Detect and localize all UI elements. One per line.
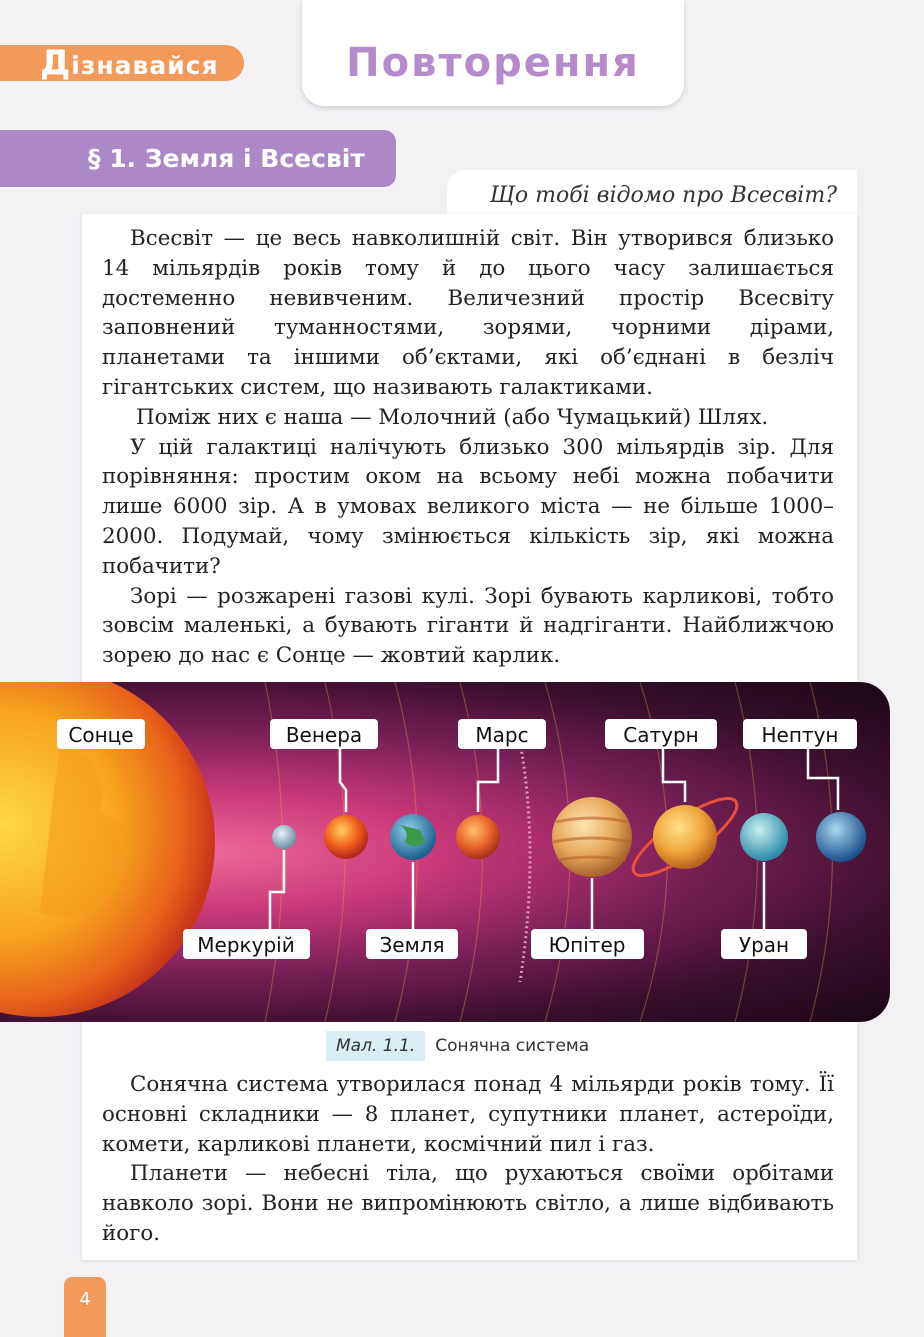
venus-label: Венера — [285, 723, 363, 747]
solar-system-svg — [0, 682, 890, 1022]
section-heading: § 1. Земля і Всесвіт — [0, 130, 396, 187]
figure-caption — [326, 1031, 589, 1061]
saturn-label: Сатурн — [623, 723, 699, 747]
paragraph: Сонячна система утворилася понад 4 мільярди років тому. Її основні складники — 8 планет, супутники планет, астероїди, комети, карликові планети, космічний пил і газ. — [102, 1072, 834, 1157]
jupiter-label: Юпітер — [548, 933, 626, 957]
uranus-label: Уран — [738, 933, 790, 957]
mercury-label: Меркурій — [197, 933, 295, 957]
page-number: 4 — [64, 1277, 106, 1337]
chapter-title-card — [302, 0, 684, 106]
asteroid-belt — [520, 742, 530, 982]
section-tag — [0, 45, 244, 81]
chapter-title: Повторення — [346, 40, 640, 86]
sun-label: Сонце — [68, 723, 134, 747]
saturn-shape — [653, 805, 717, 869]
paragraph: У цій галактиці налічують близько 300 мільярдів зір. Для порівняння: простим оком на всьому небі можна побачити лише 6000 зір. А в умовах великого міста — не більше 1000–2000. Подумай, чому змінюється кількість зір, які можна побачити? — [102, 434, 834, 579]
uranus-shape — [740, 813, 788, 861]
tag-first-letter: Д — [40, 43, 72, 83]
tag-text: ізнавайся — [71, 51, 219, 80]
paragraph: Зорі — розжарені газові кулі. Зорі бувають карликові, тобто зовсім маленькі, а бувають гіганти й надгіганти. Найближчою зорею до нас є Сонце — жовтий карлик. — [102, 583, 834, 669]
paragraph: Всесвіт — це весь навколишній світ. Він утворився близько 14 мільярдів років тому й до цього часу залишається достеменно невивченим. Величезний простір Всесвіту заповнений туманностями, зорями, чорними дірами, планетами та іншими об’єктами, які об’єднані в безліч гігантських систем, що називають галактиками. — [102, 226, 834, 400]
neptune-shape — [816, 812, 866, 862]
mars-label: Марс — [475, 723, 529, 747]
body-text-bottom — [102, 1070, 834, 1249]
mercury-shape — [272, 825, 296, 849]
paragraph: Планети — небесні тіла, що рухаються своїми орбітами навколо зорі. Вони не випромінюють світло, а лише відбивають його. — [102, 1161, 834, 1246]
solar-system-illustration — [0, 682, 890, 1022]
earth-label: Земля — [379, 933, 445, 957]
paragraph: Поміж них є наша — Молочний (або Чумацький) Шлях. — [136, 404, 769, 430]
question-banner: Що тобі відомо про Всесвіт? — [447, 170, 857, 216]
caption-number: Мал. 1.1. — [326, 1031, 425, 1061]
caption-text: Сонячна система — [435, 1036, 590, 1056]
neptune-label: Нептун — [761, 723, 839, 747]
mars-shape — [456, 815, 500, 859]
body-text-top — [102, 224, 834, 671]
venus-shape — [324, 815, 368, 859]
